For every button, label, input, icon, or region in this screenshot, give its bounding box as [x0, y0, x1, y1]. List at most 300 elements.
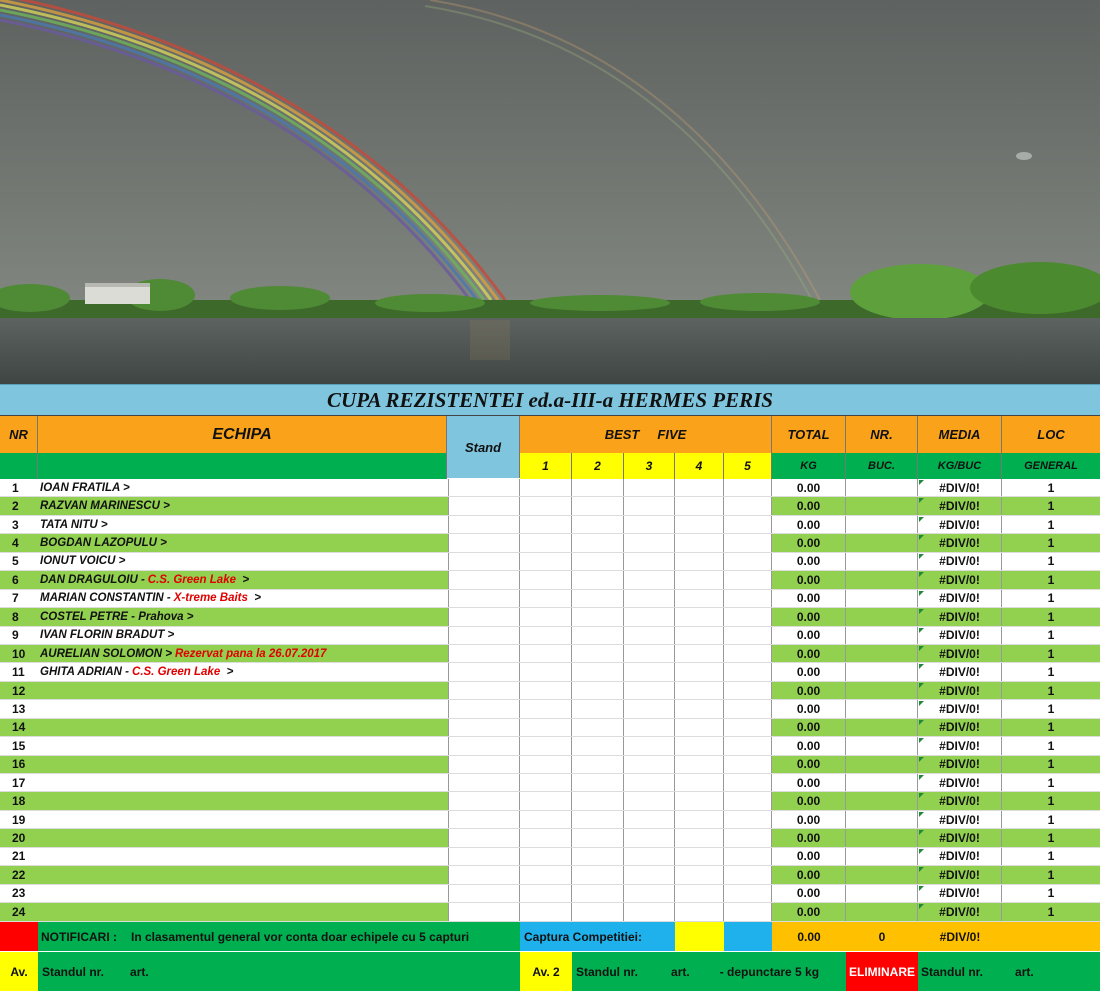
row-best-2-cell[interactable] [572, 737, 624, 754]
row-best-2-cell[interactable] [572, 534, 624, 551]
row-stand-cell[interactable] [448, 756, 520, 773]
row-best-1-cell[interactable] [520, 756, 572, 773]
row-best-4-cell[interactable] [675, 866, 724, 883]
row-stand-cell[interactable] [448, 737, 520, 754]
row-stand-cell[interactable] [448, 516, 520, 533]
row-nr-buc [846, 627, 918, 644]
subheader-best-5: 5 [724, 453, 772, 479]
row-best-5-cell[interactable] [724, 682, 772, 699]
row-nr-buc [846, 719, 918, 736]
row-best-2-cell[interactable] [572, 627, 624, 644]
table-row [0, 645, 1100, 663]
table-row [0, 571, 1100, 589]
captura-label: Captura Competitiei: [520, 922, 675, 951]
row-best-4-cell[interactable] [675, 719, 724, 736]
row-loc: 1 [1047, 536, 1055, 551]
row-best-5-cell[interactable] [724, 792, 772, 809]
row-stand-cell[interactable] [448, 608, 520, 625]
row-nr-buc [846, 479, 918, 496]
row-nr-buc [846, 590, 918, 607]
row-stand-cell[interactable] [448, 571, 520, 588]
row-name: MARIAN CONSTANTIN - [40, 592, 171, 605]
row-best-1-cell[interactable] [520, 866, 572, 883]
subheader-buc: BUC. [846, 453, 918, 479]
row-best-2-cell[interactable] [572, 756, 624, 773]
row-best-3-cell[interactable] [624, 829, 675, 846]
row-best-3-cell[interactable] [624, 792, 675, 809]
table-row [0, 663, 1100, 681]
row-loc: 1 [1047, 904, 1055, 919]
row-best-4-cell[interactable] [675, 608, 724, 625]
row-stand-cell[interactable] [448, 479, 520, 496]
row-nr: 17 [12, 775, 26, 790]
row-total-kg: 0.00 [772, 608, 846, 625]
row-team-name [40, 829, 445, 846]
row-total-kg: 0.00 [772, 885, 846, 902]
row-best-5-cell[interactable] [724, 829, 772, 846]
captura-buc: 0 [846, 922, 918, 951]
row-name: GHITA ADRIAN - [40, 666, 130, 679]
row-best-5-cell[interactable] [724, 737, 772, 754]
row-best-4-cell[interactable] [675, 700, 724, 717]
row-media: #DIV/0! [918, 682, 1002, 699]
row-best-3-cell[interactable] [624, 848, 675, 865]
row-best-5-cell[interactable] [724, 719, 772, 736]
row-team-name [40, 756, 445, 773]
row-best-2-cell[interactable] [572, 663, 624, 680]
row-best-5-cell[interactable] [724, 903, 772, 920]
row-best-1-cell[interactable] [520, 792, 572, 809]
row-best-2-cell[interactable] [572, 497, 624, 514]
row-total-kg: 0.00 [772, 663, 846, 680]
table-row [0, 497, 1100, 515]
row-loc: 1 [1047, 628, 1055, 643]
header-nr-buc: NR. [846, 416, 918, 453]
row-team-name [40, 811, 445, 828]
row-team: X-treme Baits [173, 592, 248, 605]
row-nr: 20 [12, 831, 26, 846]
subheader-kg: KG [772, 453, 846, 479]
row-team-name [40, 792, 445, 809]
row-best-4-cell[interactable] [675, 645, 724, 662]
row-stand-cell[interactable] [448, 811, 520, 828]
table-row [0, 534, 1100, 552]
row-team-name [40, 553, 445, 570]
row-total-kg: 0.00 [772, 497, 846, 514]
row-best-3-cell[interactable] [624, 903, 675, 920]
table-row [0, 590, 1100, 608]
page-title: CUPA REZISTENTEI ed.a-III-a HERMES PERIS [0, 384, 1100, 416]
row-best-3-cell[interactable] [624, 885, 675, 902]
row-stand-cell[interactable] [448, 663, 520, 680]
captura-loc [1002, 922, 1100, 951]
row-best-2-cell[interactable] [572, 903, 624, 920]
row-best-4-cell[interactable] [675, 774, 724, 791]
row-total-kg: 0.00 [772, 553, 846, 570]
row-total-kg: 0.00 [772, 737, 846, 754]
row-media: #DIV/0! [918, 811, 1002, 828]
row-best-5-cell[interactable] [724, 700, 772, 717]
row-loc: 1 [1047, 849, 1055, 864]
row-best-3-cell[interactable] [624, 645, 675, 662]
row-nr: 3 [12, 517, 19, 532]
row-best-4-cell[interactable] [675, 756, 724, 773]
row-best-5-cell[interactable] [724, 811, 772, 828]
row-stand-cell[interactable] [448, 590, 520, 607]
row-stand-cell[interactable] [448, 774, 520, 791]
row-best-4-cell[interactable] [675, 497, 724, 514]
row-best-3-cell[interactable] [624, 719, 675, 736]
row-best-3-cell[interactable] [624, 479, 675, 496]
row-best-3-cell[interactable] [624, 774, 675, 791]
row-stand-cell[interactable] [448, 792, 520, 809]
eliminare-art: art. [1015, 964, 1034, 979]
row-total-kg: 0.00 [772, 903, 846, 920]
row-best-1-cell[interactable] [520, 516, 572, 533]
table-row [0, 848, 1100, 866]
row-best-1-cell[interactable] [520, 774, 572, 791]
row-best-5-cell[interactable] [724, 645, 772, 662]
table-row [0, 608, 1100, 626]
row-nr: 23 [12, 886, 26, 901]
row-stand-cell[interactable] [448, 903, 520, 920]
av2-standul: Standul nr. [576, 964, 639, 979]
row-best-4-cell[interactable] [675, 571, 724, 588]
row-loc: 1 [1047, 738, 1055, 753]
row-best-5-cell[interactable] [724, 774, 772, 791]
row-best-2-cell[interactable] [572, 479, 624, 496]
header-echipa: ECHIPA [38, 416, 447, 453]
row-nr-buc [846, 737, 918, 754]
row-nr-buc [846, 516, 918, 533]
row-nr: 19 [12, 812, 26, 827]
row-best-3-cell[interactable] [624, 811, 675, 828]
subheader-nr [0, 453, 38, 479]
row-stand-cell[interactable] [448, 645, 520, 662]
row-team-name [40, 516, 445, 533]
row-total-kg: 0.00 [772, 534, 846, 551]
row-team-name [40, 608, 445, 625]
row-best-1-cell[interactable] [520, 885, 572, 902]
av2-label: Av. 2 [520, 952, 572, 991]
row-nr: 7 [12, 591, 19, 606]
av1-standul: Standul nr. [42, 964, 105, 979]
row-nr-buc [846, 497, 918, 514]
row-total-kg: 0.00 [772, 627, 846, 644]
row-best-2-cell[interactable] [572, 792, 624, 809]
row-best-2-cell[interactable] [572, 700, 624, 717]
row-nr-buc [846, 645, 918, 662]
row-nr-buc [846, 811, 918, 828]
row-best-4-cell[interactable] [675, 848, 724, 865]
row-stand-cell[interactable] [448, 497, 520, 514]
subheader-best-1: 1 [520, 453, 572, 479]
row-total-kg: 0.00 [772, 700, 846, 717]
row-best-1-cell[interactable] [520, 682, 572, 699]
row-best-4-cell[interactable] [675, 479, 724, 496]
row-media: #DIV/0! [918, 627, 1002, 644]
row-nr-buc [846, 571, 918, 588]
row-media: #DIV/0! [918, 590, 1002, 607]
eliminare-bar [918, 952, 1100, 991]
row-best-4-cell[interactable] [675, 737, 724, 754]
row-name: IVAN FLORIN BRADUT > [40, 629, 175, 642]
row-best-5-cell[interactable] [724, 571, 772, 588]
row-best-5-cell[interactable] [724, 534, 772, 551]
row-best-5-cell[interactable] [724, 848, 772, 865]
row-stand-cell[interactable] [448, 719, 520, 736]
row-loc: 1 [1047, 683, 1055, 698]
row-stand-cell[interactable] [448, 534, 520, 551]
eliminare-standul: Standul nr. [921, 964, 984, 979]
av1-bar [38, 952, 520, 991]
row-best-5-cell[interactable] [724, 479, 772, 496]
row-team-name [40, 627, 445, 644]
row-best-2-cell[interactable] [572, 829, 624, 846]
row-best-1-cell[interactable] [520, 479, 572, 496]
row-best-1-cell[interactable] [520, 534, 572, 551]
row-loc: 1 [1047, 812, 1055, 827]
row-team-name [40, 903, 445, 920]
row-total-kg: 0.00 [772, 756, 846, 773]
table-row [0, 811, 1100, 829]
table-row [0, 792, 1100, 810]
row-best-5-cell[interactable] [724, 756, 772, 773]
row-best-4-cell[interactable] [675, 903, 724, 920]
row-best-5-cell[interactable] [724, 627, 772, 644]
row-stand-cell[interactable] [448, 700, 520, 717]
subheader-echipa [38, 453, 447, 479]
row-nr: 22 [12, 867, 26, 882]
row-nr-buc [846, 885, 918, 902]
row-nr: 21 [12, 849, 26, 864]
row-name: IOAN FRATILA > [40, 481, 130, 494]
row-best-5-cell[interactable] [724, 497, 772, 514]
row-team-name [40, 700, 445, 717]
row-best-3-cell[interactable] [624, 608, 675, 625]
row-best-1-cell[interactable] [520, 737, 572, 754]
row-best-2-cell[interactable] [572, 645, 624, 662]
header-nr: NR [0, 416, 38, 453]
row-best-1-cell[interactable] [520, 700, 572, 717]
row-nr: 8 [12, 609, 19, 624]
row-media: #DIV/0! [918, 571, 1002, 588]
row-best-2-cell[interactable] [572, 682, 624, 699]
row-best-2-cell[interactable] [572, 571, 624, 588]
row-best-4-cell[interactable] [675, 534, 724, 551]
row-best-5-cell[interactable] [724, 885, 772, 902]
row-best-3-cell[interactable] [624, 516, 675, 533]
row-best-4-cell[interactable] [675, 811, 724, 828]
row-nr: 1 [12, 480, 19, 495]
row-nr: 10 [12, 646, 26, 661]
row-nr: 5 [12, 554, 19, 569]
row-media: #DIV/0! [918, 903, 1002, 920]
row-best-4-cell[interactable] [675, 682, 724, 699]
row-best-1-cell[interactable] [520, 811, 572, 828]
row-name: AURELIAN SOLOMON > [40, 647, 172, 660]
captura-total: 0.00 [772, 922, 846, 951]
subheader-best-2: 2 [572, 453, 624, 479]
row-best-1-cell[interactable] [520, 497, 572, 514]
header-loc: LOC [1002, 416, 1100, 453]
row-best-4-cell[interactable] [675, 885, 724, 902]
row-team-name [40, 866, 445, 883]
row-loc: 1 [1047, 775, 1055, 790]
row-name: BOGDAN LAZOPULU > [40, 537, 167, 550]
row-media: #DIV/0! [918, 885, 1002, 902]
row-best-5-cell[interactable] [724, 516, 772, 533]
row-loc: 1 [1047, 867, 1055, 882]
row-total-kg: 0.00 [772, 645, 846, 662]
row-best-4-cell[interactable] [675, 627, 724, 644]
row-name: DAN DRAGULOIU - [40, 573, 145, 586]
row-total-kg: 0.00 [772, 682, 846, 699]
row-media: #DIV/0! [918, 497, 1002, 514]
row-best-3-cell[interactable] [624, 571, 675, 588]
row-best-3-cell[interactable] [624, 590, 675, 607]
row-loc: 1 [1047, 499, 1055, 514]
row-best-2-cell[interactable] [572, 866, 624, 883]
row-best-3-cell[interactable] [624, 663, 675, 680]
table-row [0, 479, 1100, 497]
row-best-2-cell[interactable] [572, 608, 624, 625]
row-loc: 1 [1047, 757, 1055, 772]
row-loc: 1 [1047, 794, 1055, 809]
row-loc: 1 [1047, 646, 1055, 661]
row-media: #DIV/0! [918, 700, 1002, 717]
row-best-1-cell[interactable] [520, 608, 572, 625]
row-best-1-cell[interactable] [520, 903, 572, 920]
row-team-name [40, 590, 445, 607]
row-stand-cell[interactable] [448, 553, 520, 570]
captura-media: #DIV/0! [918, 922, 1002, 951]
row-media: #DIV/0! [918, 756, 1002, 773]
table-row [0, 829, 1100, 847]
row-stand-cell[interactable] [448, 848, 520, 865]
row-total-kg: 0.00 [772, 866, 846, 883]
row-best-5-cell[interactable] [724, 590, 772, 607]
row-best-2-cell[interactable] [572, 590, 624, 607]
row-best-5-cell[interactable] [724, 866, 772, 883]
row-best-3-cell[interactable] [624, 627, 675, 644]
row-best-3-cell[interactable] [624, 682, 675, 699]
row-total-kg: 0.00 [772, 719, 846, 736]
row-best-2-cell[interactable] [572, 885, 624, 902]
row-media: #DIV/0! [918, 663, 1002, 680]
row-best-3-cell[interactable] [624, 737, 675, 754]
row-media: #DIV/0! [918, 829, 1002, 846]
row-nr-buc [846, 848, 918, 865]
av1-art: art. [130, 964, 149, 979]
row-team-name [40, 497, 445, 514]
table-row [0, 866, 1100, 884]
row-best-2-cell[interactable] [572, 719, 624, 736]
row-nr: 13 [12, 701, 26, 716]
captura-blue-cell [724, 922, 772, 951]
row-best-1-cell[interactable] [520, 571, 572, 588]
subheader-best-4: 4 [675, 453, 724, 479]
row-best-3-cell[interactable] [624, 756, 675, 773]
row-name: RAZVAN MARINESCU > [40, 500, 170, 513]
av2-art: art. [671, 964, 690, 979]
row-best-5-cell[interactable] [724, 553, 772, 570]
row-total-kg: 0.00 [772, 792, 846, 809]
row-best-1-cell[interactable] [520, 719, 572, 736]
row-nr: 2 [12, 499, 19, 514]
row-best-3-cell[interactable] [624, 553, 675, 570]
ranking-table [0, 479, 1100, 922]
row-best-2-cell[interactable] [572, 516, 624, 533]
row-media: #DIV/0! [918, 774, 1002, 791]
row-media: #DIV/0! [918, 792, 1002, 809]
table-row [0, 553, 1100, 571]
row-best-5-cell[interactable] [724, 608, 772, 625]
row-nr-buc [846, 534, 918, 551]
row-best-2-cell[interactable] [572, 553, 624, 570]
row-best-1-cell[interactable] [520, 590, 572, 607]
table-row [0, 627, 1100, 645]
row-loc: 1 [1047, 591, 1055, 606]
row-nr: 4 [12, 536, 19, 551]
captura-yellow-cell [675, 922, 724, 951]
row-best-1-cell[interactable] [520, 663, 572, 680]
row-stand-cell[interactable] [448, 829, 520, 846]
row-best-2-cell[interactable] [572, 774, 624, 791]
row-best-4-cell[interactable] [675, 516, 724, 533]
row-best-1-cell[interactable] [520, 627, 572, 644]
row-best-4-cell[interactable] [675, 829, 724, 846]
row-name: IONUT VOICU > [40, 555, 126, 568]
row-media: #DIV/0! [918, 553, 1002, 570]
row-best-5-cell[interactable] [724, 663, 772, 680]
row-best-4-cell[interactable] [675, 663, 724, 680]
row-best-2-cell[interactable] [572, 811, 624, 828]
row-best-1-cell[interactable] [520, 553, 572, 570]
row-best-3-cell[interactable] [624, 700, 675, 717]
subheader-best-3: 3 [624, 453, 675, 479]
row-best-3-cell[interactable] [624, 866, 675, 883]
subheader-general: GENERAL [1002, 453, 1100, 479]
row-best-1-cell[interactable] [520, 829, 572, 846]
row-best-1-cell[interactable] [520, 645, 572, 662]
row-loc: 1 [1047, 886, 1055, 901]
row-nr: 14 [12, 720, 26, 735]
row-total-kg: 0.00 [772, 590, 846, 607]
row-team-name [40, 663, 445, 680]
row-stand-cell[interactable] [448, 682, 520, 699]
row-team-name [40, 848, 445, 865]
row-stand-cell[interactable] [448, 627, 520, 644]
row-stand-cell[interactable] [448, 866, 520, 883]
row-team-name [40, 479, 445, 496]
row-best-1-cell[interactable] [520, 848, 572, 865]
row-media: #DIV/0! [918, 645, 1002, 662]
row-best-3-cell[interactable] [624, 497, 675, 514]
table-row [0, 774, 1100, 792]
row-best-4-cell[interactable] [675, 792, 724, 809]
row-stand-cell[interactable] [448, 885, 520, 902]
row-nr: 18 [12, 794, 26, 809]
row-name: TATA NITU > [40, 518, 108, 531]
table-row [0, 682, 1100, 700]
row-best-4-cell[interactable] [675, 590, 724, 607]
row-best-3-cell[interactable] [624, 534, 675, 551]
row-best-4-cell[interactable] [675, 553, 724, 570]
row-best-2-cell[interactable] [572, 848, 624, 865]
row-nr-buc [846, 866, 918, 883]
notificari-label: NOTIFICARI : [41, 929, 117, 944]
